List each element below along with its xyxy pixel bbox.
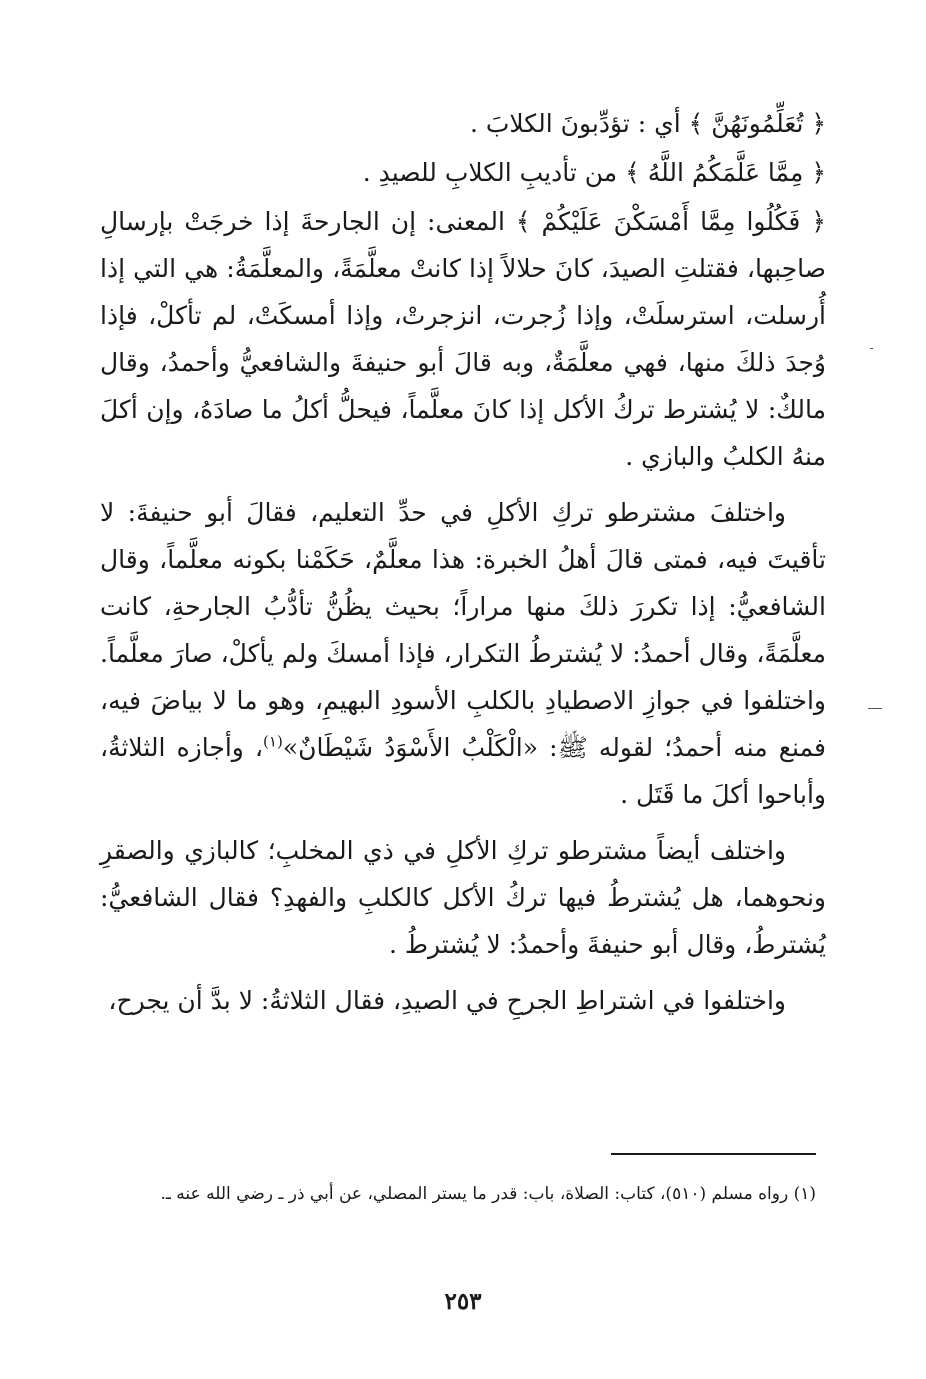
paragraph-4 — [100, 489, 826, 818]
footnote — [100, 1175, 816, 1214]
paragraph-3: ﴿ فَكُلُوا مِمَّا أَمْسَكْنَ عَلَيْكُمْ ﴾ المعنى: إن الجارحةَ إذا خرجَتْ بإرسالِ صاحِبها، فقتلتِ الصيدَ، كانَ حلالاً إذا كانتْ معلَّمَةً، والمعلَّمَةُ: هي التي إذا أُرسلت، استرسلَتْ، وإذا زُجرت، انزجرتْ، وإذا أمسكَتْ، لم تأكلْ، فإذا وُجدَ ذلكَ منها، فهي معلَّمَةٌ، وبه قالَ أبو حنيفةَ والشافعيُّ وأحمدُ، وقال مالكٌ: لا يُشترط تركُ الأكل إذا كانَ معلَّماً، فيحلُّ أكلُ ما صادَهُ، وإن أكلَ منهُ الكلبُ والبازي . — [100, 207, 826, 471]
footnote-entry — [100, 1175, 816, 1214]
paragraph-4-text: واختلفَ مشترطو تركِ الأكلِ في حدِّ التعليم، فقالَ أبو حنيفةَ: لا تأقيتَ فيه، فمتى قالَ أهلُ الخبرة: هذا معلَّمٌ، حَكَمْنا بكونه معلَّماً، وقال الشافعيُّ: إذا تكررَ ذلكَ منها مراراً؛ بحيث يظُنُّ تأدُّبُ الجارحةِ، كانت معلَّمَةً، وقال أحمدُ: لا يُشترطُ التكرار، فإذا أمسكَ ولم يأكلْ، صارَ معلَّماً. واختلفوا في جوازِ الاصطيادِ بالكلبِ الأسودِ البهيمِ، وهو ما لا بياضَ فيه، فمنع منه أحمدُ؛ لقوله ﷺ: «الْكَلْبُ الأَسْوَدُ شَيْطَانٌ» — [100, 498, 826, 762]
page-number: ٢٥٣ — [444, 1288, 482, 1315]
margin-mark — [870, 348, 873, 349]
page-body — [100, 100, 826, 1033]
footnote-text: رواه مسلم (٥١٠)، كتاب: الصلاة، باب: قدر ما يستر المصلي، عن أبي ذر ـ رضي الله عنه ـ. — [160, 1184, 789, 1204]
paragraph-6: واختلفوا في اشتراطِ الجرحِ في الصيدِ، فقال الثلاثةُ: لا بدَّ أن يجرح، — [108, 986, 786, 1015]
main-text — [100, 100, 826, 1024]
margin-mark — [868, 708, 882, 709]
footnote-reference[interactable]: (١) — [263, 732, 283, 751]
paragraph-4-tail: ، وأجازه الثلاثةُ، وأباحوا أكلَ ما قَتَل . — [100, 733, 826, 809]
paragraph-2: ﴿ مِمَّا عَلَّمَكُمُ اللَّهُ ﴾ من تأديبِ الكلابِ للصيدِ . — [362, 158, 826, 187]
paragraph-5: واختلف أيضاً مشترطو تركِ الأكلِ في ذي المخلبِ؛ كالبازي والصقرِ ونحوهما، هل يُشترطُ فيها تركُ الأكل كالكلبِ والفهدِ؟ فقال الشافعيُّ: يُشترطُ، وقال أبو حنيفةَ وأحمدُ: لا يُشترطُ . — [100, 836, 826, 959]
paragraph-1: ﴿ تُعَلِّمُونَهُنَّ ﴾ أي : تؤدِّبونَ الكلابَ . — [469, 109, 826, 138]
footnote-marker: (١) — [793, 1184, 816, 1204]
footnote-divider — [611, 1153, 816, 1155]
